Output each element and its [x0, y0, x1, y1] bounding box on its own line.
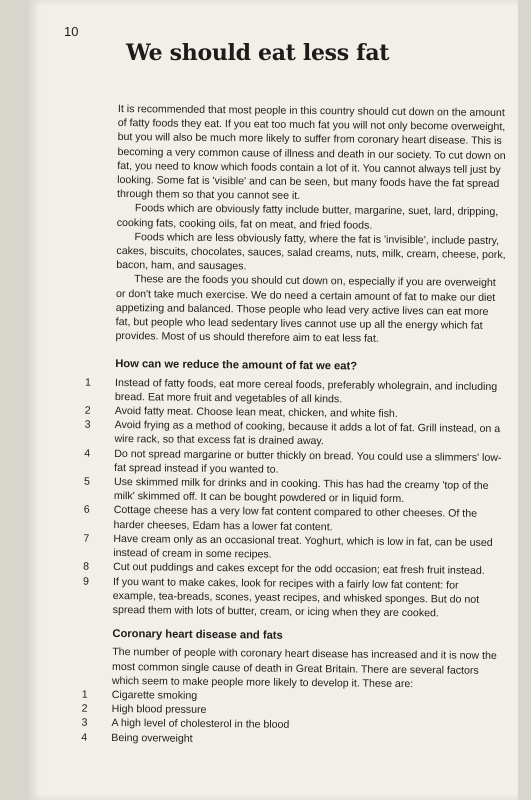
- item-text: Instead of fatty foods, eat more cereal foods, preferably wholegrain, and including bread. Eat more fruit and vegetables of all kinds.: [114, 376, 498, 406]
- list-item: [84, 376, 505, 408]
- item-text: Use skimmed milk for drinks and in cooking. This has had the creamy 'top of the milk' skimmed off. It can be bought powdered or in liquid form.: [113, 476, 489, 506]
- paragraph-cut-down: These are the foods you should cut down on, especially if you are overweight or don't take much exercise. We do need a certain amount of fat to make our diet appetizing and balanced. Those people who lead very active lives can eat more fat, but people who lead sedentary lives cannot use up all the energy which fat provides. Most of us should therefore aim to eat less fat.: [115, 273, 496, 345]
- item-text: Have cream only as an occasional treat. Yoghurt, which is low in fat, can be used instead of cream in some recipes.: [113, 532, 493, 561]
- item-text: If you want to make cakes, look for recipes with a fairly low fat content: for example, tea-breads, scones, yeast recipes, and whisked sponges. But do not spread them with lots of butter, cream, or icing when they are cooked.: [112, 575, 480, 620]
- list-item: [84, 418, 504, 450]
- item-text: Avoid fatty meat. Choose lean meat, chicken, and white fish.: [114, 405, 398, 421]
- item-number: 1: [81, 688, 88, 701]
- article-body: [81, 102, 508, 749]
- item-number: 7: [83, 532, 90, 545]
- item-text: Do not spread margarine or butter thickly on bread. You could use a slimmers' low-fat spread instead if you wanted to.: [114, 447, 502, 476]
- list-item: [83, 503, 503, 535]
- item-number: 3: [81, 716, 88, 730]
- item-text: Cigarette smoking: [111, 688, 198, 702]
- item-number: 5: [83, 475, 90, 488]
- item-number: 2: [84, 404, 91, 417]
- list-item: [82, 574, 503, 621]
- item-number: 8: [83, 560, 90, 574]
- item-text: High blood pressure: [111, 703, 207, 717]
- item-text: Cut out puddings and cakes except for the odd occasion; eat fresh fruit instead.: [113, 561, 485, 578]
- item-text: Cottage cheese has a very low fat content compared to other cheeses. Of the harder cheeses, Edam has a lower fat content.: [113, 504, 478, 533]
- list-item: [83, 475, 504, 507]
- reduce-fat-list: [82, 376, 506, 622]
- list-item: [84, 447, 504, 479]
- item-text: Being overweight: [111, 731, 193, 745]
- risk-factor-list: [81, 688, 502, 749]
- item-text: A high level of cholesterol in the blood: [111, 717, 290, 732]
- item-number: 6: [83, 504, 90, 517]
- page-number: 10: [64, 24, 79, 39]
- item-number: 9: [82, 575, 89, 588]
- item-number: 1: [84, 376, 92, 389]
- list-item: [83, 532, 503, 564]
- page-title: We should eat less fat: [126, 40, 390, 66]
- book-page: [28, 0, 518, 800]
- item-number: 2: [81, 702, 88, 715]
- item-number: 4: [84, 447, 91, 460]
- list-item: [81, 730, 501, 748]
- paragraph-heart-disease: The number of people with coronary heart disease has increased and it is now the most common single cause of death in Great Britain. There are several factors which seem to make people more likely to develop it. These are:: [111, 646, 497, 690]
- item-number: 3: [84, 418, 91, 431]
- section-heading-heart-disease: Coronary heart disease and fats: [112, 628, 283, 642]
- item-text: Avoid frying as a method of cooking, because it adds a lot of fat. Grill instead, on a wire rack, so that excess fat is drained away.: [114, 419, 501, 448]
- paragraph-invisible-fat: Foods which are less obviously fatty, where the fat is 'invisible', include pastry, cakes, biscuits, chocolates, sauces, salad creams, nuts, milk, cream, cheese, pork, bacon, ham, and sausages.: [116, 231, 506, 273]
- section-heading-reduce-fat: How can we reduce the amount of fat we eat?: [115, 358, 358, 373]
- item-number: 4: [81, 731, 88, 744]
- paragraph-visible-fat: Foods which are obviously fatty include butter, margarine, suet, lard, dripping, cooking fats, cooking oils, fat on meat, and fried foods.: [116, 202, 499, 232]
- paragraph-intro: It is recommended that most people in this country should cut down on the amount of fatty foods they eat. If you eat too much fat you will not only become overweight, but you will also be much more likely to suffer from coronary heart disease. This is becoming a very common cause of illness and death in our society. To cut down on fat, you need to know which foods contain a lot of it. You cannot always tell just by looking. Some fat is 'visible' and can be seen, but many foods have the fat spread through them so that you cannot see it.: [116, 102, 506, 203]
